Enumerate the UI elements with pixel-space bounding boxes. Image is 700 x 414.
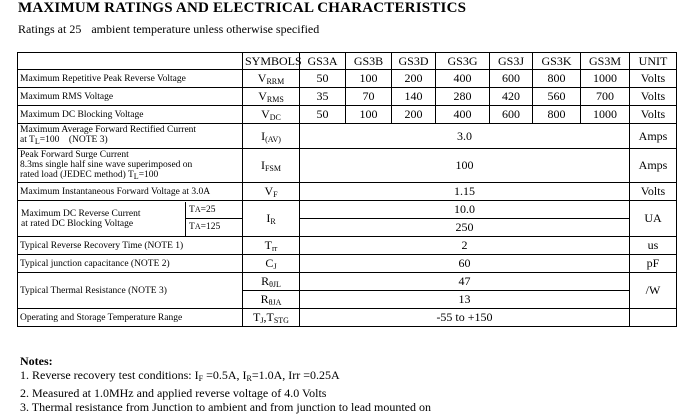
value-cell: 100 [346,70,392,88]
param-label: Typical Reverse Recovery Time (NOTE 1) [18,237,243,255]
unit-cell: Volts [630,106,677,124]
param-label: Maximum Repetitive Peak Reverse Voltage [18,70,243,88]
value-cell: 800 [533,106,581,124]
value-cell: 400 [436,106,490,124]
row-vrms [18,88,677,106]
value-cell: 100 [300,149,630,183]
symbol-cell: $V_{RMS}$ [243,88,300,106]
param-label: Operating and Storage Temperature Range [18,309,243,327]
ta-25-label: T A =25 [186,202,242,219]
value-cell: 600 [490,106,533,124]
value-cell: 2 [300,237,630,255]
unit-cell: Volts [630,183,677,201]
header-gs3j: GS3J [490,53,533,70]
value-cell: -55 to +150 [300,309,630,327]
symbol-cell: $T_J,T_{STG}$ [243,309,300,327]
header-gs3b: GS3B [346,53,392,70]
value-cell: 560 [533,88,581,106]
param-label: Maximum DC Reverse Current at rated DC Blocking Voltage T A =25 T A =125 [18,201,243,237]
value-cell: 250 [300,219,630,237]
value-cell: 70 [346,88,392,106]
symbol-cell: $V_{RRM}$ [243,70,300,88]
row-rth-jl [18,273,677,291]
row-vdc [18,106,677,124]
note-3: 3. Thermal resistance from Junction to ambient and from junction to lead mounted on [20,400,432,414]
symbol-cell: $T_{rr}$ [243,237,300,255]
unit-cell: Volts [630,70,677,88]
note-2: 2. Measured at 1.0MHz and applied reverse voltage of 4.0 Volts [20,386,327,400]
symbol-cell: $C_J$ [243,255,300,273]
ratings-table [17,52,677,327]
symbol-cell: $V_F$ [243,183,300,201]
param-label: Maximum DC Blocking Voltage [18,106,243,124]
unit-cell: us [630,237,677,255]
value-cell: 200 [392,70,436,88]
unit-cell: Amps [630,124,677,149]
unit-cell [630,309,677,327]
value-cell: 280 [436,88,490,106]
unit-cell: Amps [630,149,677,183]
value-cell: 35 [300,88,346,106]
value-cell: 200 [392,106,436,124]
header-parameter [18,53,243,70]
row-trr [18,237,677,255]
unit-cell: pF [630,255,677,273]
header-row [18,53,677,70]
value-cell: 420 [490,88,533,106]
row-vrrm [18,70,677,88]
value-cell: 140 [392,88,436,106]
symbol-cell: $I_{(AV)}$ [243,124,300,149]
row-cj [18,255,677,273]
ratings-condition [18,22,319,37]
value-cell: 50 [300,106,346,124]
unit-cell: Volts [630,88,677,106]
value-cell: 1000 [581,106,630,124]
value-cell: 47 [300,273,630,291]
header-gs3g: GS3G [436,53,490,70]
value-cell: 13 [300,291,630,309]
unit-cell: UA [630,201,677,237]
header-gs3k: GS3K [533,53,581,70]
value-cell: 50 [300,70,346,88]
value-cell: 1.15 [300,183,630,201]
notes-section [20,354,431,414]
ta-125-label: T A =125 [189,222,221,232]
subtitle-text: ambient temperature unless otherwise specified [91,22,320,36]
header-gs3a: GS3A [300,53,346,70]
value-cell: 60 [300,255,630,273]
param-label: Maximum RMS Voltage [18,88,243,106]
value-cell: 600 [490,70,533,88]
row-ir-25 [18,201,677,219]
header-symbols: SYMBOLS [243,53,300,70]
row-vf [18,183,677,201]
value-cell: 400 [436,70,490,88]
param-label: Typical junction capacitance (NOTE 2) [18,255,243,273]
value-cell: 100 [346,106,392,124]
symbol-cell: $R_{\theta JL}$ [243,273,300,291]
symbol-cell: $I_{FSM}$ [243,149,300,183]
param-label: Maximum Instantaneous Forward Voltage at 3.0A [18,183,243,201]
value-cell: 800 [533,70,581,88]
header-unit: UNIT [630,53,677,70]
subtitle-prefix: Ratings at 25 [18,22,82,36]
symbol-cell: $R_{\theta JA}$ [243,291,300,309]
note-1: 1. Reverse recovery test conditions: $I_F =0.5A$, $I_R=1.0A$, Irr =0.25A [20,368,340,383]
row-tj [18,309,677,327]
header-gs3m: GS3M [581,53,630,70]
param-label: Typical Thermal Resistance (NOTE 3) [18,273,243,309]
param-label: Peak Forward Surge Current 8.3ms single half sine wave superimposed on rated load (JEDEC method) $T_L=100$ [18,149,243,183]
value-cell: 10.0 [300,201,630,219]
value-cell: 3.0 [300,124,630,149]
value-cell: 700 [581,88,630,106]
row-ifsm [18,149,677,183]
notes-heading: Notes: [20,354,53,368]
unit-cell: /W [630,273,677,309]
value-cell: 1000 [581,70,630,88]
symbol-cell: $I_R$ [243,201,300,237]
page-title: MAXIMUM RATINGS AND ELECTRICAL CHARACTERISTICS [18,0,467,16]
param-label: Maximum Average Forward Rectified Current at $T_L=100$ (NOTE 3) [18,124,243,149]
header-gs3d: GS3D [392,53,436,70]
symbol-cell: $V_{DC}$ [243,106,300,124]
row-iav [18,124,677,149]
